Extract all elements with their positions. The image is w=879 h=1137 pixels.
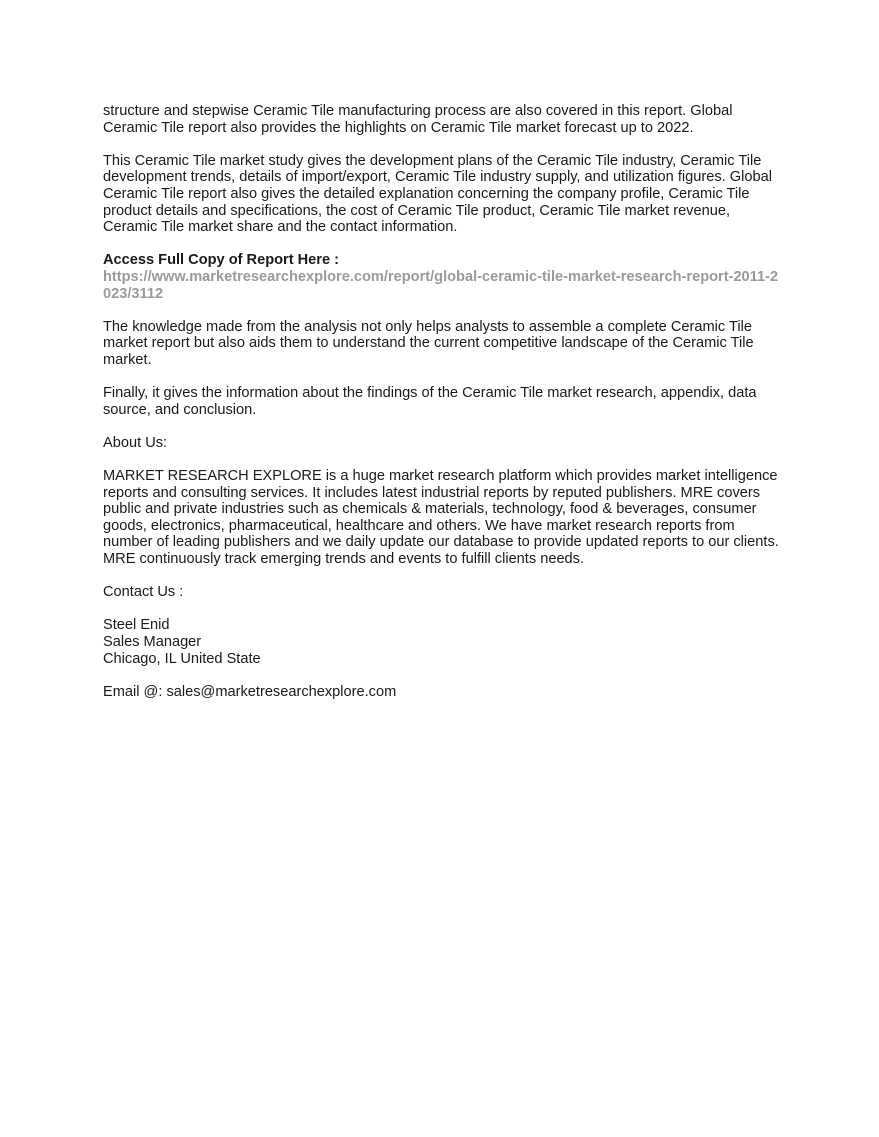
about-us-body: MARKET RESEARCH EXPLORE is a huge market research platform which provides market intelligence reports and consulting services. It includes latest industrial reports by reputed publishers. MRE covers public and private industries such as chemicals & materials, technology, food & beverages, consumer goods, electronics, pharmaceutical, healthcare and others. We have market research reports from number of leading publishers and we daily update our database to provide updated reports to our clients. MRE continuously track emerging trends and events to fulfill clients needs. [103, 468, 779, 568]
contact-title: Sales Manager [103, 634, 202, 650]
contact-details [103, 617, 783, 667]
paragraph-findings: Finally, it gives the information about the findings of the Ceramic Tile market research, appendix, data source, and conclusion. [103, 385, 757, 418]
paragraph-development-plans: This Ceramic Tile market study gives the development plans of the Ceramic Tile industry, Ceramic Tile development trends, details of import/export, Ceramic Tile industry supply, and utilization figures. Global Ceramic Tile report also gives the detailed explanation concerning the company profile, Ceramic Tile product details and specifications, the cost of Ceramic Tile product, Ceramic Tile market revenue, Ceramic Tile market share and the contact information. [103, 152, 772, 236]
paragraph-knowledge: The knowledge made from the analysis not only helps analysts to assemble a complete Ceramic Tile market report but also aids them to understand the current competitive landscape of the Ceramic Tile market. [103, 318, 754, 368]
contact-email: Email @: sales@marketresearchexplore.com [103, 683, 397, 700]
contact-name: Steel Enid [103, 617, 170, 634]
access-report-heading: Access Full Copy of Report Here : [103, 252, 339, 269]
report-link[interactable]: https://www.marketresearchexplore.com/report/global-ceramic-tile-market-research-report-2011-2023/3112 [103, 268, 779, 302]
contact-location: Chicago, IL United State [103, 650, 261, 667]
document-page [103, 103, 783, 717]
paragraph-process-forecast: structure and stepwise Ceramic Tile manufacturing process are also covered in this report. Global Ceramic Tile report also provides the highlights on Ceramic Tile market forecast up to 2022. [103, 103, 733, 136]
about-us-heading: About Us: [103, 434, 168, 451]
contact-us-heading: Contact Us : [103, 584, 184, 601]
